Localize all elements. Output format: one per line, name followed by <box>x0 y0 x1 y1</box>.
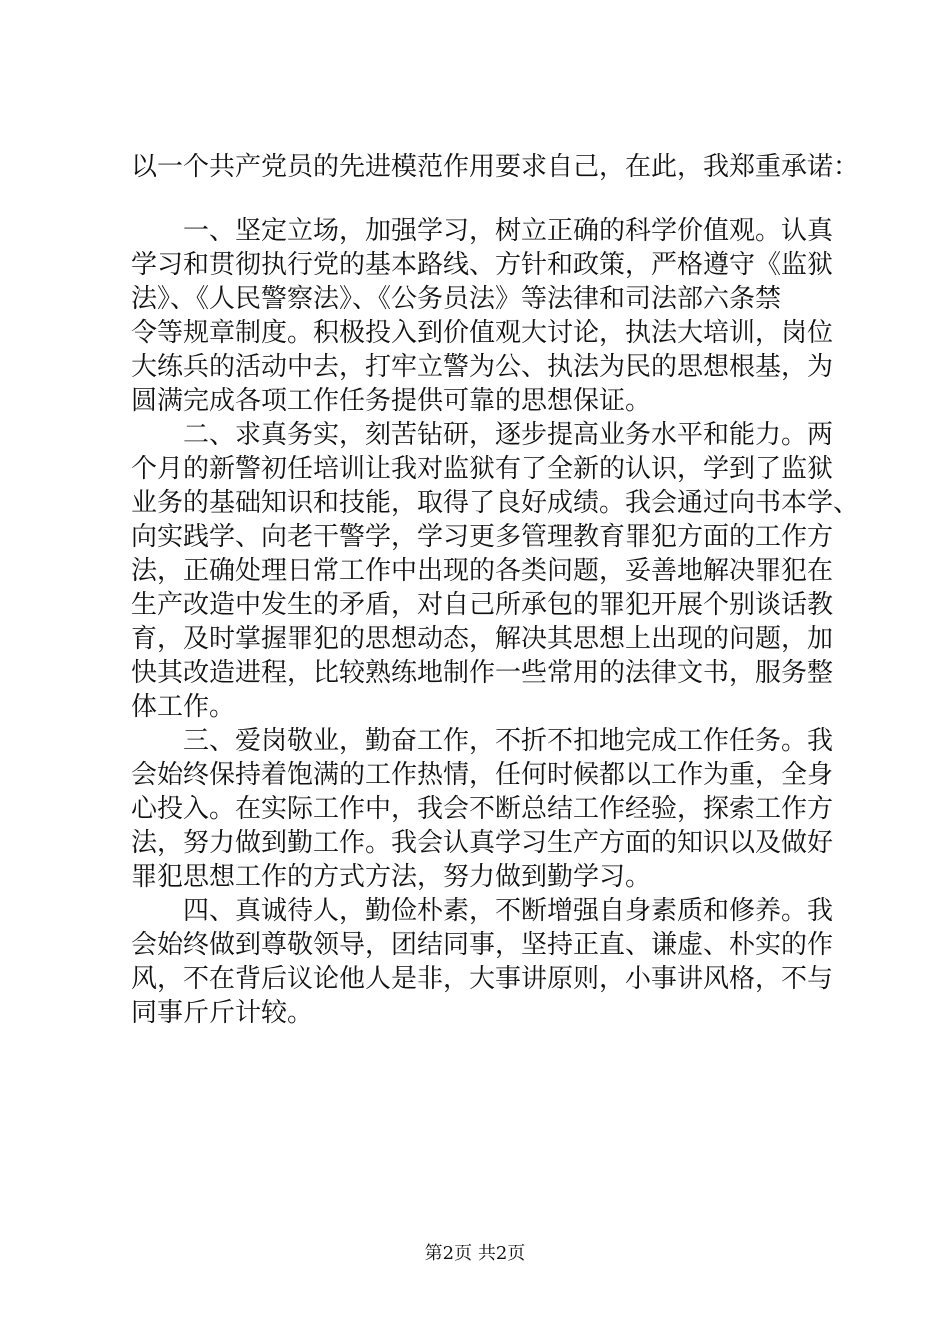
paragraph-line: 同事斤斤计较。 <box>131 998 314 1028</box>
paragraph-line: 四、真诚待人，勤俭朴素，不断增强自身素质和修养。我 <box>131 896 834 926</box>
page-number-footer: 第2页 共2页 <box>424 1243 526 1264</box>
paragraph-line: 会始终保持着饱满的工作热情，任何时候都以工作为重，全身 <box>131 760 834 790</box>
intro-line: 以一个共产党员的先进模范作用要求自己，在此，我郑重承诺： <box>131 152 860 182</box>
paragraph-line: 个月的新警初任培训让我对监狱有了全新的认识，学到了监狱 <box>131 454 834 484</box>
paragraph-line: 会始终做到尊敬领导，团结同事，坚持正直、谦虚、朴实的作 <box>131 930 834 960</box>
paragraph-line: 法，努力做到勤工作。我会认真学习生产方面的知识以及做好 <box>131 828 834 858</box>
paragraph-line: 学习和贯彻执行党的基本路线、方针和政策，严格遵守《监狱 <box>131 250 834 280</box>
paragraph-line: 三、爱岗敬业，勤奋工作，不折不扣地完成工作任务。我 <box>131 726 834 756</box>
paragraph-line: 一、坚定立场，加强学习，树立正确的科学价值观。认真 <box>131 216 834 246</box>
paragraph-line: 向实践学、向老干警学，学习更多管理教育罪犯方面的工作方 <box>131 522 834 552</box>
paragraph-2 <box>131 418 860 724</box>
paragraph-line: 法，正确处理日常工作中出现的各类问题，妥善地解决罪犯在 <box>131 556 834 586</box>
paragraph-line: 生产改造中发生的矛盾，对自己所承包的罪犯开展个别谈话教 <box>131 590 834 620</box>
paragraph-line: 令等规章制度。积极投入到价值观大讨论，执法大培训，岗位 <box>131 318 834 348</box>
document-body <box>131 150 860 1030</box>
paragraph-line: 业务的基础知识和技能，取得了良好成绩。我会通过向书本学、 <box>131 488 860 518</box>
paragraph-line: 法》、《人民警察法》、《公务员法》等法律和司法部六条禁 <box>131 284 782 314</box>
paragraph-line: 心投入。在实际工作中，我会不断总结工作经验，探索工作方 <box>131 794 834 824</box>
paragraph-line: 风，不在背后议论他人是非，大事讲原则，小事讲风格，不与 <box>131 964 834 994</box>
paragraph-line: 二、求真务实，刻苦钻研，逐步提高业务水平和能力。两 <box>131 420 834 450</box>
paragraph-line: 圆满完成各项工作任务提供可靠的思想保证。 <box>131 386 652 416</box>
paragraph-line: 育，及时掌握罪犯的思想动态，解决其思想上出现的问题，加 <box>131 624 834 654</box>
paragraph-4 <box>131 894 834 1030</box>
paragraph-line: 体工作。 <box>131 692 236 722</box>
paragraph-line: 快其改造进程，比较熟练地制作一些常用的法律文书，服务整 <box>131 658 834 688</box>
paragraph-1 <box>131 214 834 418</box>
paragraph-line: 罪犯思想工作的方式方法，努力做到勤学习。 <box>131 862 652 892</box>
paragraph-3 <box>131 724 834 894</box>
paragraph-line: 大练兵的活动中去，打牢立警为公、执法为民的思想根基，为 <box>131 352 834 382</box>
